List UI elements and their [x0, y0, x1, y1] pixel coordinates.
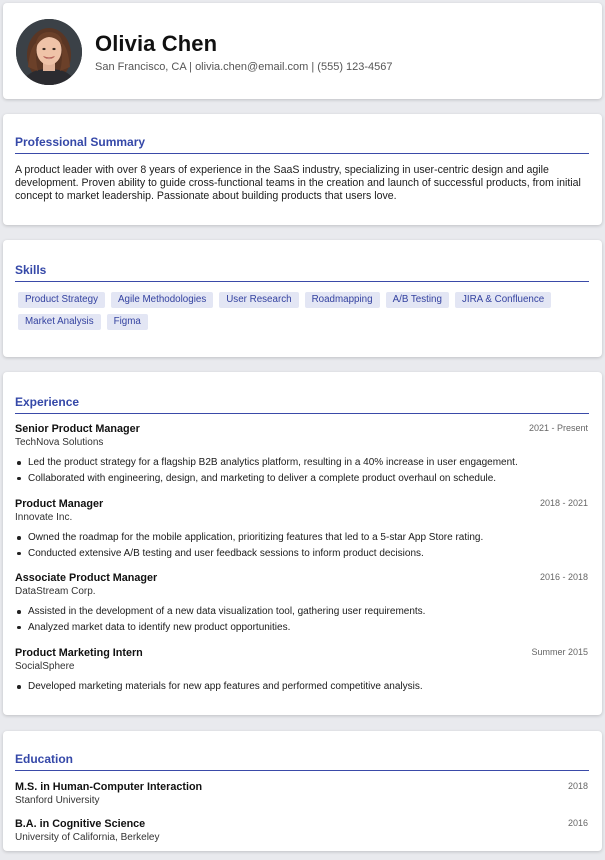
experience-card	[3, 372, 602, 715]
education-heading: Education	[15, 752, 589, 771]
education-school: University of California, Berkeley	[15, 832, 160, 843]
skill-tag: Market Analysis	[18, 314, 101, 330]
job-entry	[15, 572, 588, 637]
contact-info: San Francisco, CA | olivia.chen@email.com | (555) 123-4567	[95, 61, 393, 73]
experience-heading: Experience	[15, 395, 589, 414]
education-card	[3, 731, 602, 851]
job-bullet-list	[15, 681, 588, 693]
job-company: SocialSphere	[15, 661, 75, 672]
education-entry	[15, 818, 588, 843]
summary-text: A product leader with over 8 years of experience in the SaaS industry, specializing in user-centric design and agile development. Proven ability to guide cross-functional teams in the creation and launch of successful products, from initial concept to market leadership. Passionate about building products that users love.	[15, 164, 581, 202]
job-dates: 2016 - 2018	[539, 572, 588, 582]
job-bullet: Developed marketing materials for new app features and performed competitive analysis.	[15, 681, 588, 693]
education-degree: B.A. in Cognitive Science	[15, 818, 146, 830]
education-year: 2018	[567, 781, 588, 791]
job-bullet: Owned the roadmap for the mobile application, prioritizing features that led to a 5-star App Store rating.	[15, 532, 588, 544]
job-title: Associate Product Manager	[15, 572, 158, 584]
education-entry	[15, 781, 588, 806]
avatar	[16, 19, 82, 85]
job-title: Product Manager	[15, 498, 104, 510]
job-title: Senior Product Manager	[15, 423, 140, 435]
skill-tag: Product Strategy	[18, 292, 105, 308]
job-company: Innovate Inc.	[15, 512, 73, 523]
job-bullet-list	[15, 532, 588, 560]
job-bullet: Conducted extensive A/B testing and user feedback sessions to inform product decisions.	[15, 548, 588, 560]
skills-tag-list	[18, 292, 562, 330]
job-dates: 2021 - Present	[528, 423, 588, 433]
skill-tag: JIRA & Confluence	[455, 292, 551, 308]
skill-tag: A/B Testing	[386, 292, 449, 308]
job-company: TechNova Solutions	[15, 437, 104, 448]
education-year: 2016	[567, 818, 588, 828]
summary-heading: Professional Summary	[15, 135, 589, 154]
skills-card	[3, 240, 602, 357]
job-dates: 2018 - 2021	[539, 498, 588, 508]
job-bullet-list	[15, 606, 588, 634]
job-title: Product Marketing Intern	[15, 647, 143, 659]
education-school: Stanford University	[15, 795, 100, 806]
job-bullet: Analyzed market data to identify new product opportunities.	[15, 622, 588, 634]
header-card	[3, 3, 602, 99]
skill-tag: Figma	[107, 314, 148, 330]
job-bullet: Led the product strategy for a flagship B2B analytics platform, resulting in a 40% increase in user engagement.	[15, 457, 588, 469]
job-bullet: Assisted in the development of a new data visualization tool, gathering user requirements.	[15, 606, 588, 618]
profile-photo-icon	[16, 19, 82, 85]
job-entry	[15, 498, 588, 563]
job-dates: Summer 2015	[531, 647, 588, 657]
person-name: Olivia Chen	[95, 31, 218, 56]
skill-tag: Agile Methodologies	[111, 292, 213, 308]
skills-heading: Skills	[15, 263, 589, 282]
education-degree: M.S. in Human-Computer Interaction	[15, 781, 203, 793]
job-entry	[15, 423, 588, 488]
job-entry	[15, 647, 588, 697]
job-company: DataStream Corp.	[15, 586, 96, 597]
skill-tag: User Research	[219, 292, 298, 308]
job-bullet-list	[15, 457, 588, 485]
skill-tag: Roadmapping	[305, 292, 380, 308]
job-bullet: Collaborated with engineering, design, and marketing to deliver a complete product overhaul on schedule.	[15, 473, 588, 485]
summary-card	[3, 114, 602, 225]
